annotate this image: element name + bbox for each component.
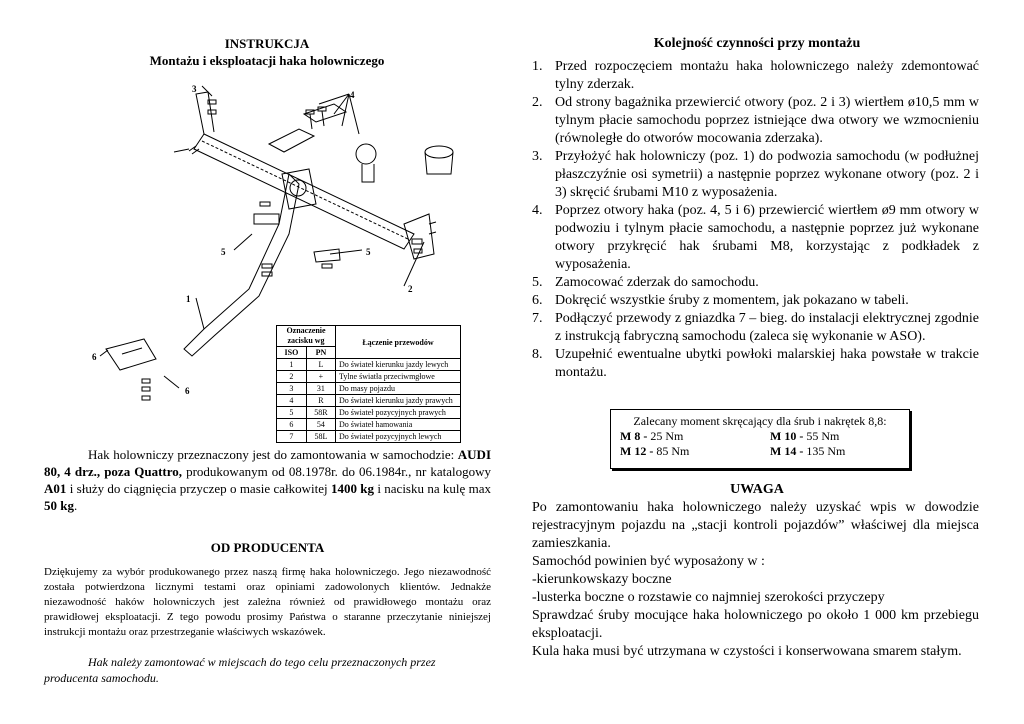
row-iso: 5 <box>277 407 307 419</box>
warning-text <box>532 499 979 661</box>
step-number: 4. <box>532 203 543 218</box>
wiring-header-pn: PN <box>306 347 335 359</box>
diagram-label-5-right: 5 <box>366 247 371 257</box>
row-desc: Do świateł kierunku jazdy prawych <box>336 395 461 407</box>
step-number: 1. <box>532 59 543 74</box>
warning-heading: UWAGA <box>730 482 784 497</box>
desc-car: AUDI 80, 4 drz., poza Quattro, <box>44 447 492 479</box>
producer-text: Dziękujemy za wybór produkowanego przez naszą firmę haka holowniczego. Jego niezawodność została potwierdzona licznymi testami oraz opiniami zadowolonych klientów. Jednakże niezawodność haków holowniczych jest zależna również od prawidłowego montażu oraz prawidłowej eksploatacji. Z tego powodu prosimy Państwa o staranne przeczytanie niniejszej instrukcji montażu oraz przestrzeganie właściwych wskazówek. <box>44 566 491 638</box>
table-row <box>277 407 461 419</box>
producer-heading: OD PRODUCENTA <box>210 540 325 555</box>
wiring-table <box>276 325 461 443</box>
row-desc: Do świateł pozycyjnych prawych <box>336 407 461 419</box>
row-pn: 58R <box>306 407 335 419</box>
step-text: Przed rozpoczęciem montażu haka holowniczego należy zdemontować tylny zderzak. <box>555 59 979 92</box>
step-text: Dokręcić wszystkie śruby z momentem, jak pokazano w tabeli. <box>555 293 909 308</box>
torque-m10-value: 55 Nm <box>803 429 840 443</box>
row-pn: R <box>306 395 335 407</box>
list-item <box>532 274 979 292</box>
torque-m10-label: M 10 - <box>770 429 804 443</box>
desc-part: . <box>73 498 78 513</box>
row-iso: 7 <box>277 431 307 443</box>
step-text: Od strony bagażnika przewiercić otwory (poz. 2 i 3) wiertłem ø10,5 mm w tylnym płacie samochodu poprzez istniejące dwa otwory we wzmocnieniu (równoległe do otworów mocowania zderzaka). <box>555 95 979 146</box>
producer-note: Hak należy zamontować w miejscach do tego celu przeznaczonych przez producenta samochodu. <box>44 655 436 685</box>
step-text: Uzupełnić ewentualne ubytki powłoki malarskiej haka powstałe w trakcie montażu. <box>555 347 979 380</box>
assembly-steps-list <box>532 58 979 382</box>
table-row <box>277 395 461 407</box>
desc-catalog: A01 <box>44 481 67 496</box>
row-desc: Do świateł pozycyjnych lewych <box>336 431 461 443</box>
diagram-label-5-left: 5 <box>221 247 226 257</box>
torque-row <box>611 429 909 444</box>
desc-part: i nacisku na kulę max <box>374 481 492 496</box>
list-item <box>532 94 979 148</box>
wiring-header-connection: Łączenie przewodów <box>336 326 461 359</box>
warning-line: -lusterka boczne o rozstawie co najmniej szerokości przyczepy <box>532 590 885 605</box>
torque-table <box>610 409 910 469</box>
diagram-label-6-top: 6 <box>92 352 97 362</box>
list-item <box>532 346 979 382</box>
row-iso: 4 <box>277 395 307 407</box>
desc-part: produkowanym od 08.1978r. do 06.1984r., nr katalogowy <box>182 464 491 479</box>
row-iso: 3 <box>277 383 307 395</box>
row-pn: + <box>306 371 335 383</box>
warning-line: Po zamontowaniu haka holowniczego należy uzyskać wpis w dowodzie rejestracyjnym pojazdu na „stacji kontroli pojazdów” właściwej dla miejsca zamieszkania. <box>532 500 979 551</box>
step-number: 3. <box>532 149 543 164</box>
table-row <box>277 371 461 383</box>
instruction-title: INSTRUKCJA <box>224 36 310 51</box>
socket-top <box>425 146 453 158</box>
diagram-label-6-bottom: 6 <box>185 386 190 396</box>
torque-m14-label: M 14 - <box>770 444 804 458</box>
row-pn: L <box>306 359 335 371</box>
warning-line: Sprawdzać śruby mocujące haka holowniczego po około 1 000 km przebiegu eksploatacji. <box>532 608 979 641</box>
step-text: Podłączyć przewody z gniazdka 7 – bieg. do instalacji elektrycznej zgodnie z instrukcją fabryczną samochodu (zaleca się wykonanie w ASO). <box>555 311 979 344</box>
bottom-plate <box>106 339 156 370</box>
tow-ball <box>356 144 376 164</box>
instruction-subtitle: Montażu i eksploatacji haka holowniczego <box>149 53 385 68</box>
warning-line: Kula haka musi być utrzymana w czystości i konserwowana smarem stałym. <box>532 644 962 659</box>
warning-line: Samochód powinien być wyposażony w : <box>532 554 765 569</box>
mounting-plate <box>282 169 316 209</box>
torque-m14-value: 135 Nm <box>803 444 846 458</box>
torque-m8-value: 25 Nm <box>647 429 684 443</box>
product-description <box>44 446 491 514</box>
step-text: Poprzez otwory haka (poz. 4, 5 i 6) przewiercić wiertłem ø9 mm otwory w podwoziu i tylnym płacie samochodu, a następnie poprzez już wykonane otwory przykręcić hak śrubami M8, korzystając z podkładek z wyposażenia. <box>555 203 979 272</box>
table-row <box>277 431 461 443</box>
diagram-label-1: 1 <box>186 294 191 304</box>
diagram-label-2: 2 <box>408 284 413 294</box>
torque-m12-label: M 12 - <box>620 444 654 458</box>
row-iso: 6 <box>277 419 307 431</box>
step-number: 2. <box>532 95 543 110</box>
row-desc: Do masy pojazdu <box>336 383 461 395</box>
table-row <box>277 419 461 431</box>
desc-mass: 1400 kg <box>330 481 375 496</box>
list-item <box>532 310 979 346</box>
row-pn: 58L <box>306 431 335 443</box>
desc-load: 50 kg <box>44 498 74 513</box>
torque-m12-value: 85 Nm <box>653 444 690 458</box>
desc-part: i służy do ciągnięcia przyczep o masie całkowitej <box>66 481 331 496</box>
row-pn: 31 <box>306 383 335 395</box>
row-pn: 54 <box>306 419 335 431</box>
torque-title: Zalecany moment skręcający dla śrub i nakrętek 8,8: <box>633 414 887 428</box>
desc-part: Hak holowniczy przeznaczony jest do zamontowania w samochodzie: <box>88 447 455 462</box>
wiring-header-iso: ISO <box>277 347 307 359</box>
top-flange-left <box>269 129 314 152</box>
table-row <box>277 359 461 371</box>
diagram-label-4: 4 <box>350 90 355 100</box>
row-iso: 2 <box>277 371 307 383</box>
side-bracket-right <box>314 249 340 262</box>
row-desc: Do świateł kierunku jazdy lewych <box>336 359 461 371</box>
diagram-label-3: 3 <box>192 84 197 94</box>
side-bracket-left <box>254 214 279 224</box>
step-number: 7. <box>532 311 543 326</box>
list-item <box>532 58 979 94</box>
row-desc: Tylne światła przeciwmgłowe <box>336 371 461 383</box>
socket-body <box>425 152 453 174</box>
wiring-header-group: Oznaczenie zacisku wg <box>277 326 336 347</box>
row-desc: Do świateł hamowania <box>336 419 461 431</box>
torque-row <box>611 444 909 459</box>
list-item <box>532 292 979 310</box>
step-text: Przyłożyć hak holowniczy (poz. 1) do podwozia samochodu (w podłużnej płaszczyźnie osi symetrii) a następnie poprzez wykonane otwory (poz. 2 i 3) skręcić śrubami M10 z wyposażenia. <box>555 149 979 200</box>
warning-line: -kierunkowskazy boczne <box>532 572 672 587</box>
step-text: Zamocować zderzak do samochodu. <box>555 275 759 290</box>
left-bracket <box>196 92 214 134</box>
torque-m8-label: M 8 - <box>620 429 648 443</box>
step-number: 5. <box>532 275 543 290</box>
crossbar-tube <box>194 134 414 249</box>
step-number: 6. <box>532 293 543 308</box>
list-item <box>532 202 979 274</box>
ball-neck <box>362 164 374 182</box>
list-item <box>532 148 979 202</box>
row-iso: 1 <box>277 359 307 371</box>
assembly-steps-title: Kolejność czynności przy montażu <box>653 36 861 51</box>
table-row <box>277 383 461 395</box>
step-number: 8. <box>532 347 543 362</box>
